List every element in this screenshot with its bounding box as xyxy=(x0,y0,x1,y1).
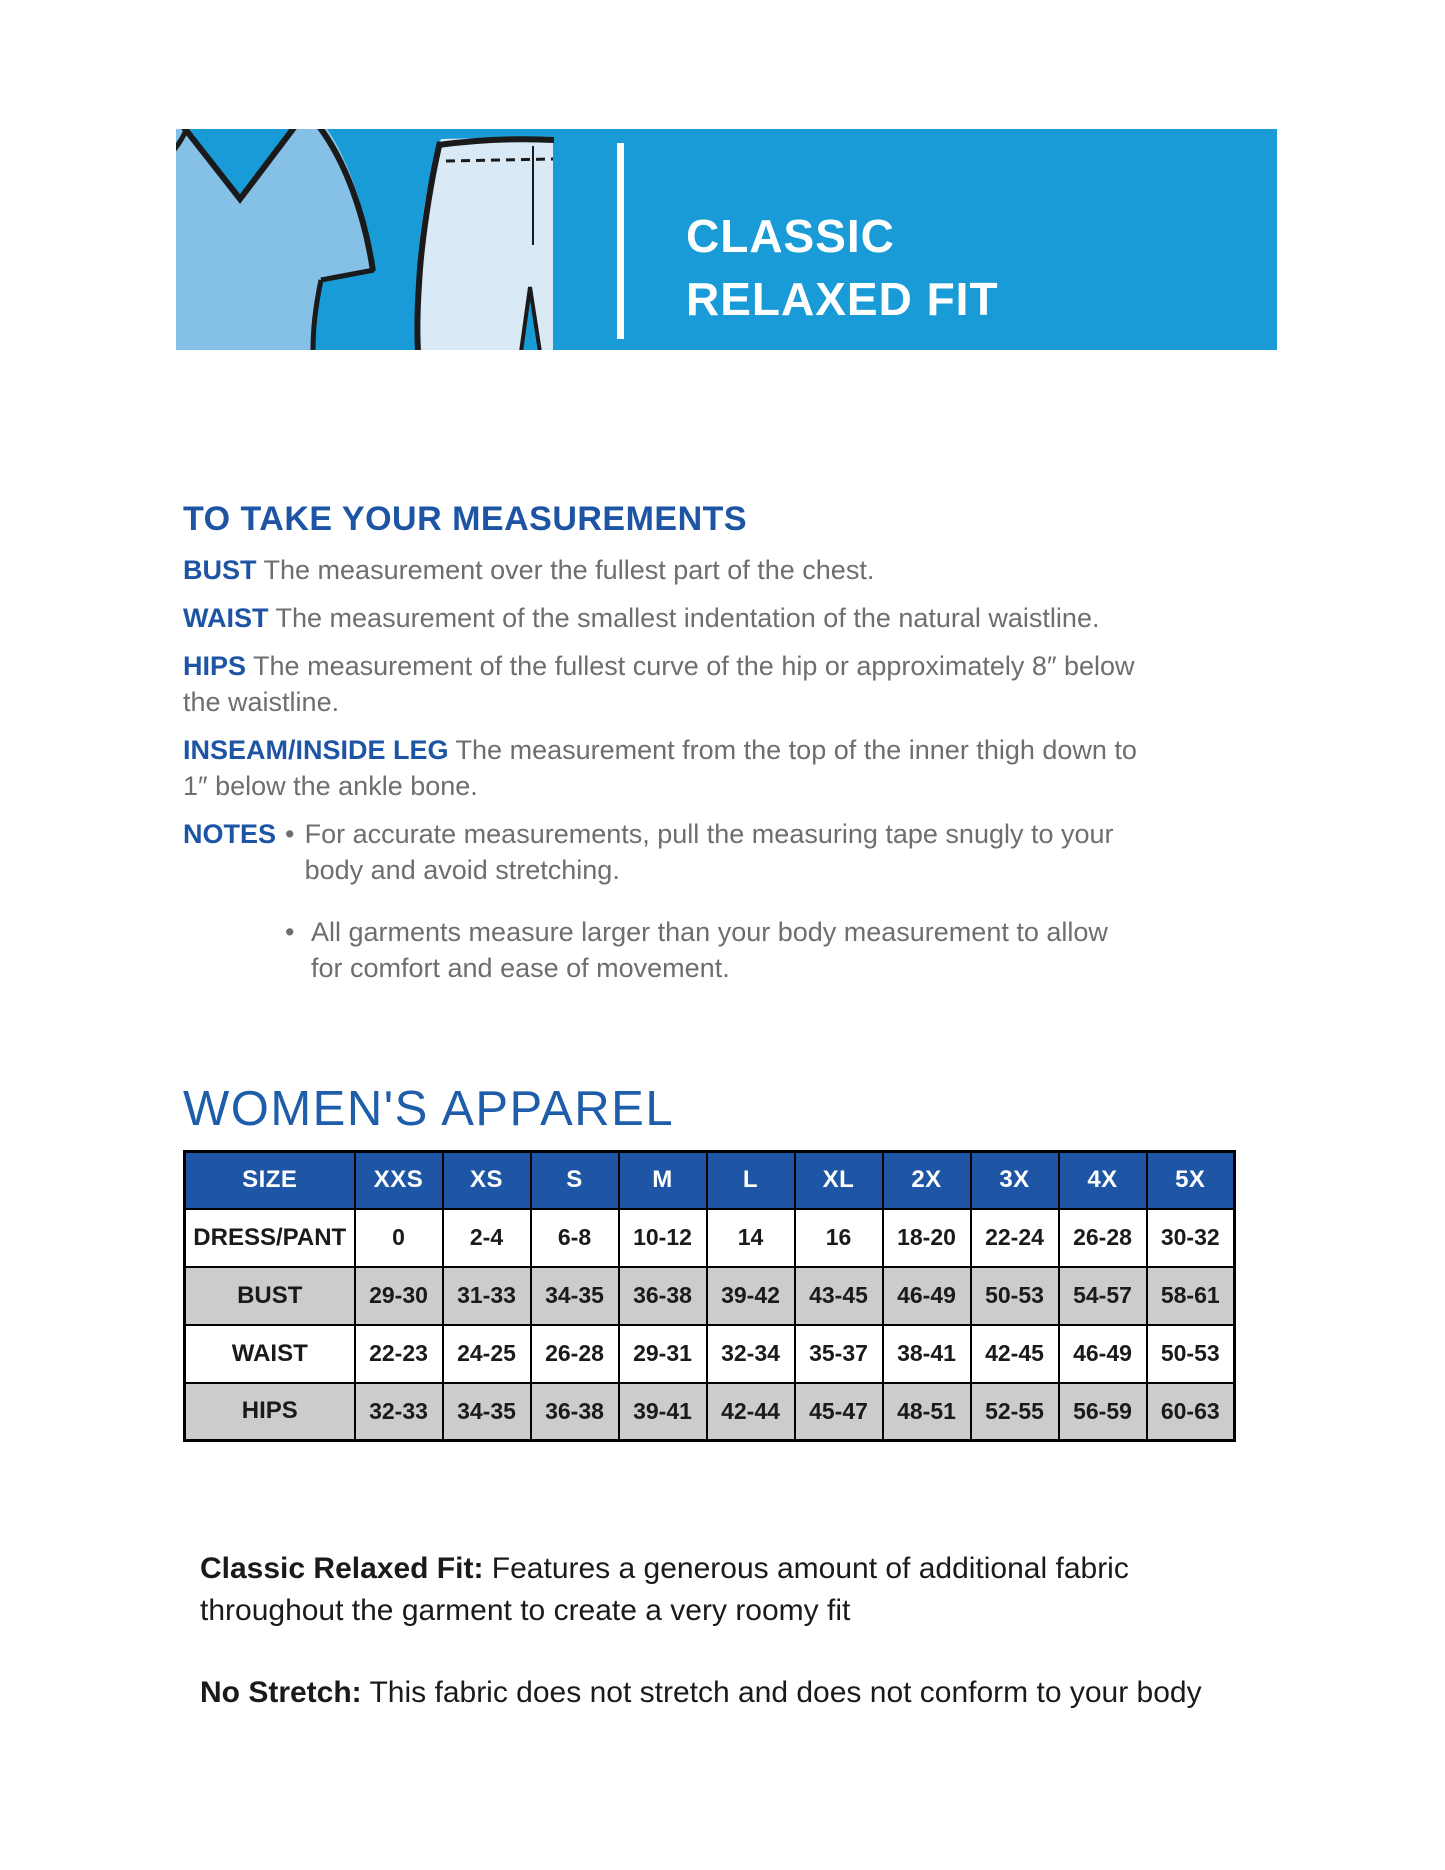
column-header-2x: 2X xyxy=(883,1152,971,1209)
footnote-no-stretch-text: This fabric does not stretch and does not conform to your body xyxy=(361,1676,1202,1709)
cell-value: 29-30 xyxy=(355,1267,443,1325)
cell-value: 10-12 xyxy=(619,1209,707,1267)
cell-value: 42-45 xyxy=(971,1325,1059,1383)
column-header-4x: 4X xyxy=(1059,1152,1147,1209)
banner-divider xyxy=(617,143,624,339)
column-header-xs: XS xyxy=(443,1152,531,1209)
definition-waist-text: The measurement of the smallest indentation of the natural waistline. xyxy=(275,603,1100,633)
notes-label: NOTES xyxy=(183,819,277,849)
cell-value: 46-49 xyxy=(883,1267,971,1325)
definition-hips-label: HIPS xyxy=(183,651,247,681)
definition-hips-text: The measurement of the fullest curve of the hip or approximately 8″ below the waistline. xyxy=(183,651,1135,717)
definition-inseam xyxy=(183,732,1158,804)
column-header-xl: XL xyxy=(795,1152,883,1209)
column-header-xxs: XXS xyxy=(355,1152,443,1209)
definition-bust xyxy=(183,552,1158,588)
definition-bust-text: The measurement over the fullest part of the chest. xyxy=(263,555,875,585)
table-row-dress-pant xyxy=(185,1209,1235,1267)
cell-value: 42-44 xyxy=(707,1383,795,1441)
definition-inseam-label: INSEAM/INSIDE LEG xyxy=(183,735,449,765)
cell-value: 31-33 xyxy=(443,1267,531,1325)
definition-waist xyxy=(183,600,1158,636)
definition-bust-label: BUST xyxy=(183,555,257,585)
footnote-classic-relaxed-fit-lead: Classic Relaxed Fit: xyxy=(200,1552,484,1585)
cell-value: 2-4 xyxy=(443,1209,531,1267)
table-row-waist xyxy=(185,1325,1235,1383)
note-bullet-2 xyxy=(285,914,1158,986)
size-chart-table xyxy=(183,1150,1236,1442)
cell-value: 38-41 xyxy=(883,1325,971,1383)
cell-value: 29-31 xyxy=(619,1325,707,1383)
cell-value: 36-38 xyxy=(531,1383,619,1441)
bullet-icon xyxy=(285,914,311,986)
cell-value: 50-53 xyxy=(1147,1325,1235,1383)
bullet-icon xyxy=(285,816,305,888)
cell-value: 54-57 xyxy=(1059,1267,1147,1325)
cell-value: 16 xyxy=(795,1209,883,1267)
cell-value: 32-33 xyxy=(355,1383,443,1441)
row-label-waist: WAIST xyxy=(185,1325,355,1383)
banner-title-line1: CLASSIC xyxy=(686,210,895,262)
cell-value: 43-45 xyxy=(795,1267,883,1325)
note-bullet-1-text: For accurate measurements, pull the measuring tape snugly to your body and avoid stretching. xyxy=(304,819,1114,885)
column-header-s: S xyxy=(531,1152,619,1209)
note-bullet-2-text: All garments measure larger than your body measurement to allow for comfort and ease of movement. xyxy=(311,917,1108,983)
row-label-bust: BUST xyxy=(185,1267,355,1325)
column-header-3x: 3X xyxy=(971,1152,1059,1209)
notes-section xyxy=(183,816,1158,986)
cell-value: 46-49 xyxy=(1059,1325,1147,1383)
footnote-no-stretch xyxy=(200,1672,1202,1714)
cell-value: 26-28 xyxy=(1059,1209,1147,1267)
cell-value: 36-38 xyxy=(619,1267,707,1325)
scrub-pants-illustration xyxy=(415,137,554,350)
column-header-size: SIZE xyxy=(185,1152,355,1209)
cell-value: 34-35 xyxy=(531,1267,619,1325)
cell-value: 18-20 xyxy=(883,1209,971,1267)
row-label-dress-pant: DRESS/PANT xyxy=(185,1209,355,1267)
definition-waist-label: WAIST xyxy=(183,603,269,633)
size-chart-header-row xyxy=(185,1152,1235,1209)
cell-value: 58-61 xyxy=(1147,1267,1235,1325)
column-header-l: L xyxy=(707,1152,795,1209)
banner-title-line2: RELAXED FIT xyxy=(686,273,999,325)
cell-value: 52-55 xyxy=(971,1383,1059,1441)
cell-value: 45-47 xyxy=(795,1383,883,1441)
row-label-hips: HIPS xyxy=(185,1383,355,1441)
cell-value: 14 xyxy=(707,1209,795,1267)
cell-value: 22-24 xyxy=(971,1209,1059,1267)
cell-value: 22-23 xyxy=(355,1325,443,1383)
measurements-heading: TO TAKE YOUR MEASUREMENTS xyxy=(183,500,748,538)
table-row-bust xyxy=(185,1267,1235,1325)
cell-value: 30-32 xyxy=(1147,1209,1235,1267)
footnote-classic-relaxed-fit-text: Features a generous amount of additional fabric throughout the garment to create a very roomy fit xyxy=(200,1552,1129,1627)
cell-value: 60-63 xyxy=(1147,1383,1235,1441)
size-chart-heading: WOMEN'S APPAREL xyxy=(183,1082,675,1136)
cell-value: 6-8 xyxy=(531,1209,619,1267)
cell-value: 24-25 xyxy=(443,1325,531,1383)
notes-bullets xyxy=(285,816,1158,986)
definition-inseam-text: The measurement from the top of the inner thigh down to 1″ below the ankle bone. xyxy=(183,735,1137,801)
cell-value: 32-34 xyxy=(707,1325,795,1383)
column-header-m: M xyxy=(619,1152,707,1209)
cell-value: 39-41 xyxy=(619,1383,707,1441)
fit-banner xyxy=(176,129,1277,350)
column-header-5x: 5X xyxy=(1147,1152,1235,1209)
footnote-no-stretch-lead: No Stretch: xyxy=(200,1676,362,1709)
note-bullet-1 xyxy=(285,816,1158,888)
definition-hips xyxy=(183,648,1158,720)
cell-value: 39-42 xyxy=(707,1267,795,1325)
cell-value: 48-51 xyxy=(883,1383,971,1441)
cell-value: 34-35 xyxy=(443,1383,531,1441)
cell-value: 56-59 xyxy=(1059,1383,1147,1441)
banner-title xyxy=(686,205,999,331)
cell-value: 50-53 xyxy=(971,1267,1059,1325)
cell-value: 35-37 xyxy=(795,1325,883,1383)
table-row-hips xyxy=(185,1383,1235,1441)
measurement-definitions xyxy=(183,552,1158,986)
cell-value: 26-28 xyxy=(531,1325,619,1383)
footnote-classic-relaxed-fit xyxy=(200,1548,1200,1632)
cell-value: 0 xyxy=(355,1209,443,1267)
